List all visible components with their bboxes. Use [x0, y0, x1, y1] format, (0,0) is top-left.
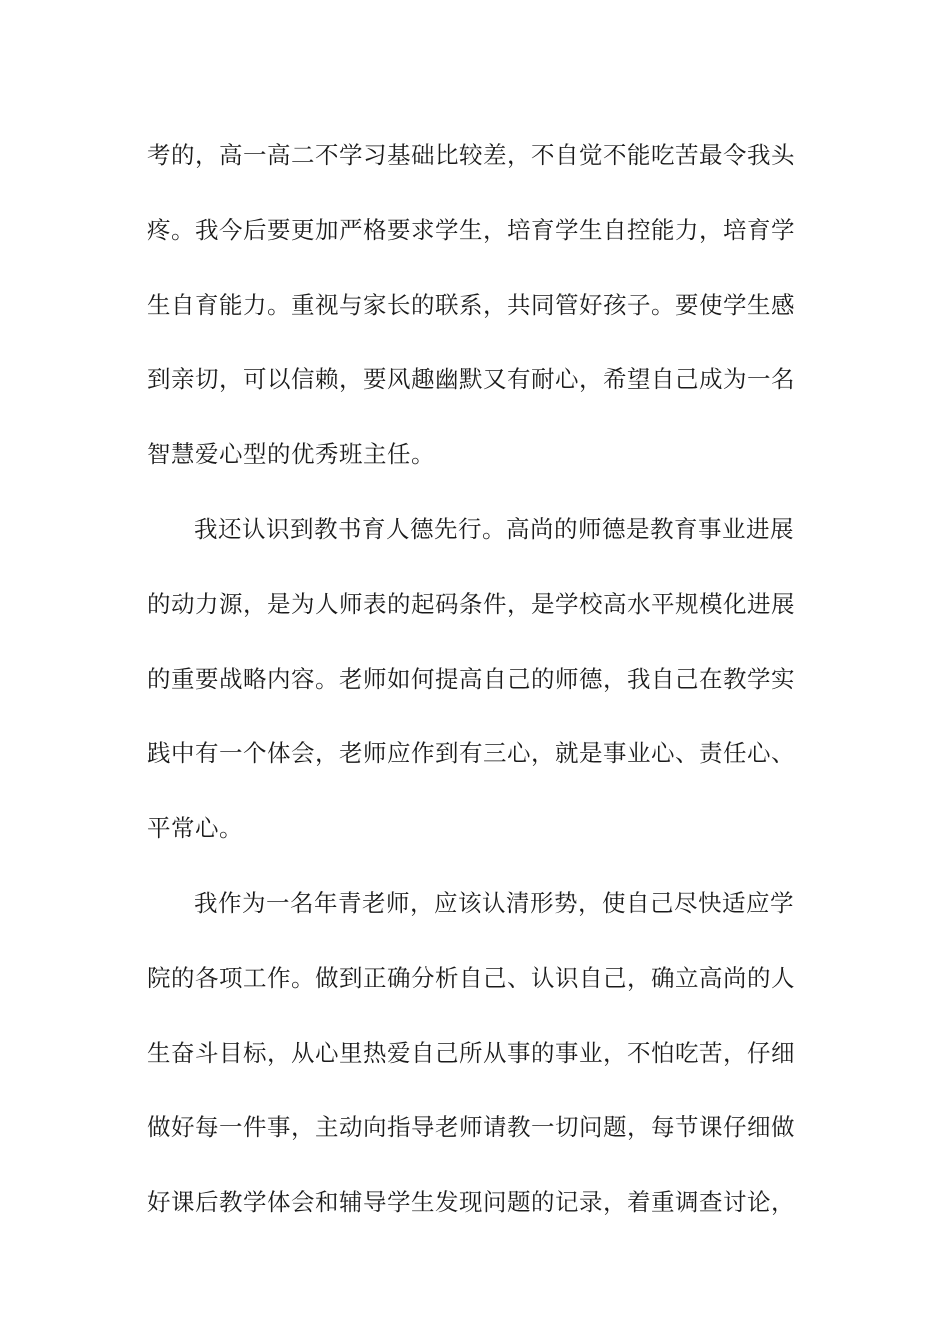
text-line: 生自育能力。重视与家长的联系，共同管好孩子。要使学生感: [147, 290, 795, 319]
text-line-indented: 我还认识到教书育人德先行。高尚的师德是教育事业进展: [194, 514, 794, 543]
paragraph-1: [147, 118, 803, 492]
text-line: 院的各项工作。做到正确分析自己、认识自己，确立高尚的人: [147, 963, 795, 992]
text-line: 做好每一件事，主动向指导老师请教一切问题，每节课仔细做: [147, 1113, 795, 1142]
text-line: 好课后教学体会和辅导学生发现问题的记录，着重调查讨论，: [147, 1188, 795, 1217]
text-line: 的动力源，是为人师表的起码条件，是学校高水平规模化进展: [147, 589, 795, 618]
text-line: 的重要战略内容。老师如何提高自己的师德，我自己在教学实: [147, 664, 795, 693]
paragraph-3: [147, 866, 803, 1240]
document-body: [147, 118, 803, 1240]
text-line: 践中有一个体会，老师应作到有三心，就是事业心、责任心、: [147, 739, 795, 768]
text-line: 到亲切，可以信赖，要风趣幽默又有耐心，希望自己成为一名: [147, 365, 795, 394]
text-line: 疼。我今后要更加严格要求学生，培育学生自控能力，培育学: [147, 215, 795, 244]
text-line: 智慧爱心型的优秀班主任。: [147, 440, 435, 469]
text-line: 考的，高一高二不学习基础比较差，不自觉不能吃苦最令我头: [147, 141, 795, 169]
text-line: 生奋斗目标，从心里热爱自己所从事的事业，不怕吃苦，仔细: [147, 1038, 795, 1067]
paragraph-2: [147, 492, 803, 866]
text-line: 平常心。: [147, 814, 243, 843]
text-line-indented: 我作为一名年青老师，应该认清形势，使自己尽快适应学: [194, 888, 794, 917]
